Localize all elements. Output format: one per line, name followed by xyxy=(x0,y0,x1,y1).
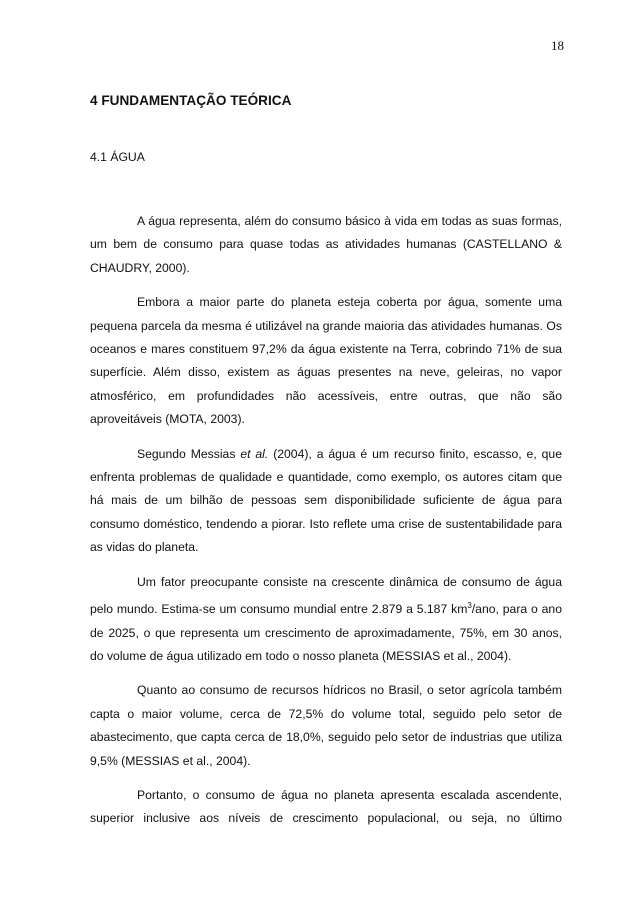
paragraph-messias-text-after: (2004), a água é um recurso finito, escasso, e, que enfrenta problemas de qualidade e quantidade, como exemplo, os autores citam que há mais de um bilhão de pessoas sem disponibilidade suficiente de água para consumo doméstico, tendendo a piorar. Isto reflete uma crise de sustentabilidade para as vidas do planeta. xyxy=(90,446,562,555)
cubic-superscript: 3 xyxy=(467,601,472,611)
paragraph-messias-citation xyxy=(90,443,562,560)
page-number: 18 xyxy=(551,38,564,53)
et-al-italic: et al. xyxy=(240,446,269,461)
paragraph-consumption-text-after: /ano, para o ano de 2025, o que representa um crescimento de aproximadamente, 75%, em 30 anos, do volume de água utilizado em todo o nosso planeta (MESSIAS et al., 2004). xyxy=(90,602,562,663)
paragraph-consumption-text-before: Um fator preocupante consiste na crescente dinâmica de consumo de água pelo mundo. Estima-se um consumo mundial entre 2.879 a 5.187 km xyxy=(90,574,562,617)
body-text xyxy=(90,210,562,831)
section-title: 4.1 ÁGUA xyxy=(90,150,145,164)
paragraph-water-availability: Embora a maior parte do planeta esteja coberta por água, somente uma pequena parcela da mesma é utilizável na grande maioria das atividades humanas. Os oceanos e mares constituem 97,2% da água existente na Terra, cobrindo 71% de sua superfície. Além disso, existem as águas presentes na neve, geleiras, no vapor atmosférico, em profundidades não acessíveis, entre outras, que não são aproveitáveis (MOTA, 2003). xyxy=(90,295,562,427)
paragraph-messias-text-before: Segundo Messias xyxy=(137,446,241,461)
paragraph-world-consumption xyxy=(90,571,562,669)
paragraph-brazil-consumption: Quanto ao consumo de recursos hídricos no Brasil, o setor agrícola também capta o maior volume, cerca de 72,5% do volume total, seguido pelo setor de abastecimento, que capta cerca de 18,0%, seguido pelo setor de industrias que utiliza 9,5% (MESSIAS et al., 2004). xyxy=(90,683,562,768)
paragraph-conclusion: Portanto, o consumo de água no planeta apresenta escalada ascendente, superior inclusive aos níveis de crescimento populacional, ou seja, no último xyxy=(90,788,562,826)
paragraph-water-definition: A água representa, além do consumo básico à vida em todas as suas formas, um bem de consumo para quase todas as atividades humanas (CASTELLANO & CHAUDRY, 2000). xyxy=(90,214,562,275)
chapter-title: 4 FUNDAMENTAÇÃO TEÓRICA xyxy=(90,93,292,108)
